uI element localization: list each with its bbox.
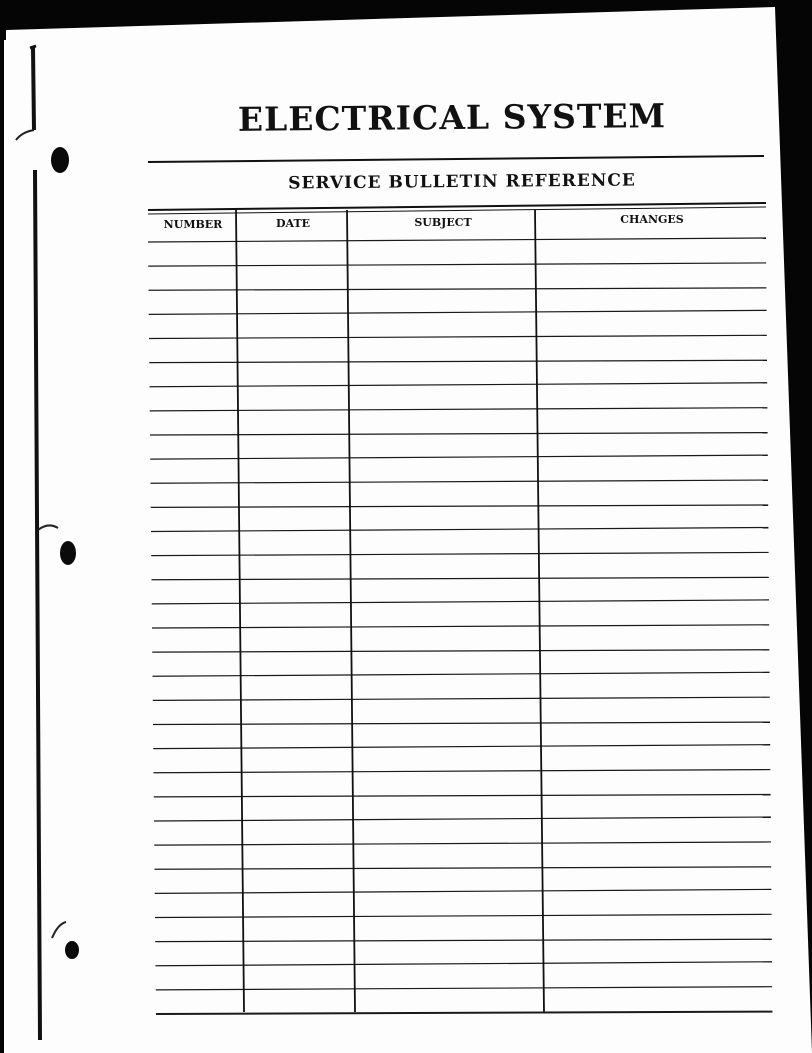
table-row-rule (150, 383, 768, 387)
table-row-rule (151, 528, 768, 532)
column-header-date: DATE (275, 217, 311, 230)
table-row-rule (150, 455, 768, 459)
table-row-rule (153, 722, 770, 724)
table-row-rule (154, 842, 771, 845)
table-row-rule (152, 600, 769, 604)
table-row-rule (151, 552, 768, 555)
column-divider (236, 210, 244, 1012)
table-row-rule (154, 770, 771, 773)
table-row-rule (153, 745, 770, 749)
table-row-rule (155, 867, 772, 869)
table-row-rule (152, 577, 769, 579)
table-row-rule (151, 505, 768, 507)
column-header-number: NUMBER (163, 218, 223, 231)
table-row-rule (154, 817, 771, 821)
table-row-rule (148, 263, 766, 266)
table-row-rule (149, 310, 767, 314)
table-row-rule (152, 650, 769, 652)
table-row-rule (150, 433, 768, 435)
table-row-rule (154, 794, 771, 796)
table-row-rule (153, 697, 770, 700)
header-top-rule (148, 203, 766, 210)
table-row-rule (155, 889, 772, 893)
column-divider (535, 210, 544, 1012)
table-row-rule (156, 987, 772, 990)
table-row-rule (155, 939, 772, 941)
table-row-rule (149, 288, 767, 290)
page-title: ELECTRICAL SYSTEM (237, 96, 667, 139)
table-row-rule (153, 672, 770, 676)
table-row-rule (148, 238, 766, 242)
table-row-rule (151, 480, 769, 483)
column-header-changes: CHANGES (620, 213, 684, 226)
table-row-rule (155, 914, 772, 917)
column-header-subject: SUBJECT (414, 216, 472, 229)
table-row-rule (150, 408, 768, 411)
table-row-rule (156, 1012, 772, 1014)
section-subtitle: SERVICE BULLETIN REFERENCE (288, 170, 636, 194)
table-row-rule (149, 335, 767, 338)
table-row-rule (156, 962, 773, 966)
table-row-rule (152, 625, 769, 628)
table-row-rule (149, 360, 767, 362)
